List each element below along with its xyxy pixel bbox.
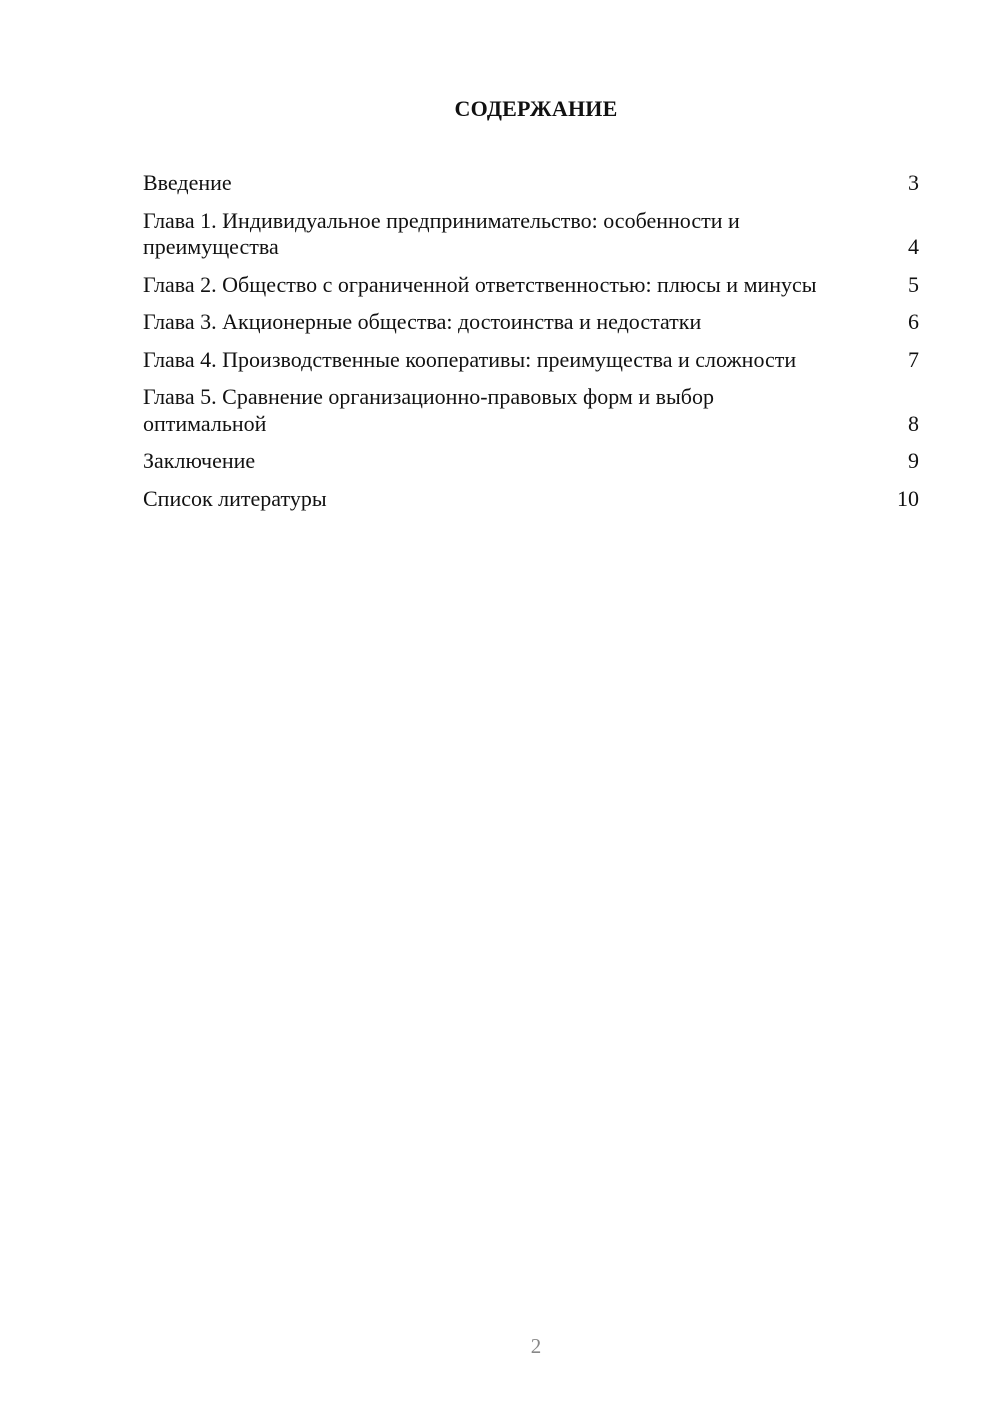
toc-entry-chapter-1: [143, 208, 919, 261]
toc-entry-chapter-5: [143, 384, 919, 437]
toc-entry-introduction: [143, 170, 919, 197]
toc-entry-references: [143, 486, 919, 513]
toc-entry-page: 6: [908, 309, 919, 334]
toc-entry-page: 10: [897, 485, 919, 511]
toc-entry-chapter-2: [143, 272, 919, 299]
toc-entry-page: 9: [908, 448, 919, 473]
toc-entry-text: Список литературы: [143, 485, 327, 511]
toc-entry-text: Глава 5. Сравнение организационно-правовых форм и выбор оптимальной: [143, 384, 714, 436]
toc-entry-text: Глава 3. Акционерные общества: достоинства и недостатки: [143, 309, 702, 334]
toc-entry-text: Введение: [143, 170, 232, 195]
toc-entry-conclusion: [143, 448, 919, 475]
toc-entry-text: Заключение: [143, 448, 256, 473]
toc-entry-page: 7: [908, 346, 919, 372]
page-number: 2: [530, 1334, 542, 1358]
toc-entry-chapter-3: [143, 309, 919, 336]
toc-entry-text: Глава 4. Производственные кооперативы: преимущества и сложности: [143, 346, 797, 372]
toc-entry-page: 5: [908, 271, 919, 297]
page-title: СОДЕРЖАНИЕ: [454, 96, 618, 121]
table-of-contents: [143, 170, 919, 523]
toc-entry-page: 8: [908, 410, 919, 436]
toc-entry-page: 3: [908, 170, 919, 195]
toc-entry-chapter-4: [143, 347, 919, 374]
toc-entry-text: Глава 1. Индивидуальное предпринимательство: особенности и преимущества: [143, 207, 740, 259]
toc-entry-text: Глава 2. Общество с ограниченной ответственностью: плюсы и минусы: [143, 271, 817, 297]
toc-entry-page: 4: [908, 234, 919, 259]
